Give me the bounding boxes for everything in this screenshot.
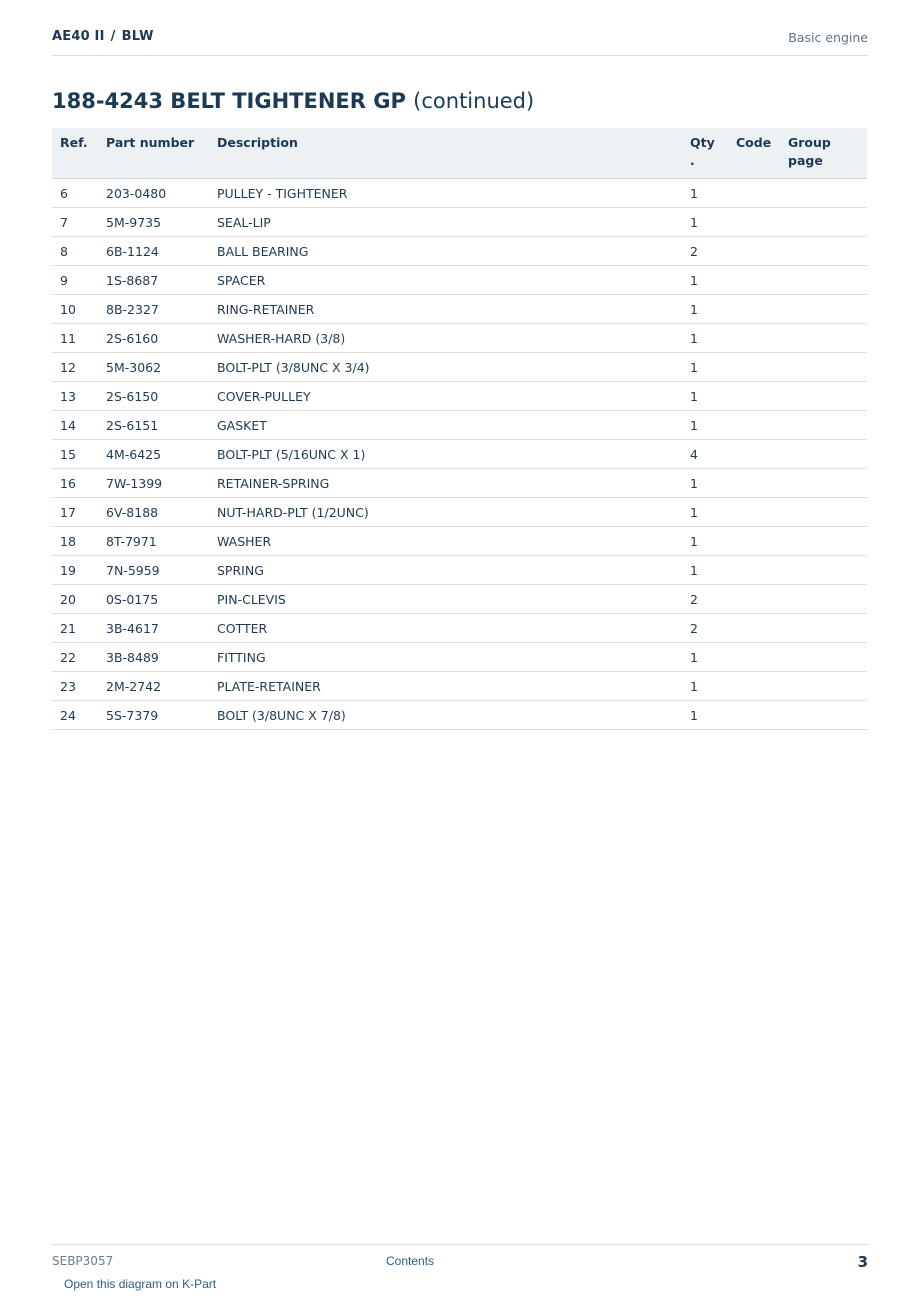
cell-code <box>728 208 780 237</box>
cell-code <box>728 179 780 208</box>
cell-group-page <box>780 179 867 208</box>
cell-part-number: 7W-1399 <box>98 469 209 498</box>
cell-part-number: 2S-6151 <box>98 411 209 440</box>
cell-qty: 1 <box>682 643 728 672</box>
cell-ref: 19 <box>52 556 98 585</box>
cell-part-number: 2S-6160 <box>98 324 209 353</box>
cell-ref: 13 <box>52 382 98 411</box>
cell-part-number: 203-0480 <box>98 179 209 208</box>
cell-part-number: 3B-4617 <box>98 614 209 643</box>
cell-description: GASKET <box>209 411 682 440</box>
cell-description: WASHER <box>209 527 682 556</box>
cell-ref: 6 <box>52 179 98 208</box>
page-footer <box>52 1244 868 1301</box>
cell-code <box>728 672 780 701</box>
cell-qty: 1 <box>682 672 728 701</box>
cell-description: COTTER <box>209 614 682 643</box>
cell-part-number: 3B-8489 <box>98 643 209 672</box>
table-row <box>52 324 867 353</box>
cell-part-number: 0S-0175 <box>98 585 209 614</box>
cell-qty: 1 <box>682 382 728 411</box>
page-number: 3 <box>857 1253 868 1271</box>
document-number: SEBP3057 <box>52 1254 114 1268</box>
serial-prefix: BLW <box>121 29 154 44</box>
cell-part-number: 2M-2742 <box>98 672 209 701</box>
parts-table-header <box>52 128 867 179</box>
cell-group-page <box>780 295 867 324</box>
cell-group-page <box>780 585 867 614</box>
cell-qty: 1 <box>682 295 728 324</box>
open-diagram-link[interactable]: Open this diagram on K-Part <box>64 1277 217 1291</box>
page-header <box>52 27 868 56</box>
cell-description: RING-RETAINER <box>209 295 682 324</box>
table-row <box>52 382 867 411</box>
cell-code <box>728 324 780 353</box>
cell-description: BOLT-PLT (5/16UNC X 1) <box>209 440 682 469</box>
cell-description: SPRING <box>209 556 682 585</box>
table-row <box>52 440 867 469</box>
cell-qty: 1 <box>682 701 728 730</box>
table-row <box>52 411 867 440</box>
cell-part-number: 2S-6150 <box>98 382 209 411</box>
cell-group-page <box>780 208 867 237</box>
cell-part-number: 6V-8188 <box>98 498 209 527</box>
cell-code <box>728 411 780 440</box>
cell-ref: 23 <box>52 672 98 701</box>
column-header-part-number: Part number <box>98 128 209 179</box>
cell-code <box>728 614 780 643</box>
cell-part-number: 6B-1124 <box>98 237 209 266</box>
cell-group-page <box>780 411 867 440</box>
cell-part-number: 1S-8687 <box>98 266 209 295</box>
table-row <box>52 237 867 266</box>
cell-group-page <box>780 527 867 556</box>
cell-description: BOLT (3/8UNC X 7/8) <box>209 701 682 730</box>
table-row <box>52 672 867 701</box>
model-breadcrumb <box>52 29 154 44</box>
parts-table-body <box>52 179 867 730</box>
cell-ref: 10 <box>52 295 98 324</box>
cell-code <box>728 527 780 556</box>
cell-group-page <box>780 237 867 266</box>
section-name: Basic engine <box>788 30 868 45</box>
cell-description: PULLEY - TIGHTENER <box>209 179 682 208</box>
table-row <box>52 556 867 585</box>
cell-qty: 4 <box>682 440 728 469</box>
cell-description: BALL BEARING <box>209 237 682 266</box>
cell-code <box>728 469 780 498</box>
cell-ref: 22 <box>52 643 98 672</box>
cell-part-number: 8B-2327 <box>98 295 209 324</box>
cell-code <box>728 295 780 324</box>
cell-qty: 1 <box>682 469 728 498</box>
table-row <box>52 208 867 237</box>
cell-qty: 2 <box>682 585 728 614</box>
cell-qty: 1 <box>682 498 728 527</box>
cell-qty: 1 <box>682 208 728 237</box>
cell-ref: 20 <box>52 585 98 614</box>
cell-code <box>728 266 780 295</box>
cell-ref: 17 <box>52 498 98 527</box>
cell-description: NUT-HARD-PLT (1/2UNC) <box>209 498 682 527</box>
cell-description: BOLT-PLT (3/8UNC X 3/4) <box>209 353 682 382</box>
cell-code <box>728 556 780 585</box>
cell-part-number: 5S-7379 <box>98 701 209 730</box>
cell-ref: 14 <box>52 411 98 440</box>
cell-part-number: 8T-7971 <box>98 527 209 556</box>
table-row <box>52 498 867 527</box>
column-header-description: Description <box>209 128 682 179</box>
table-row <box>52 266 867 295</box>
cell-ref: 15 <box>52 440 98 469</box>
page-title <box>52 89 534 113</box>
cell-part-number: 7N-5959 <box>98 556 209 585</box>
cell-ref: 24 <box>52 701 98 730</box>
cell-part-number: 5M-9735 <box>98 208 209 237</box>
cell-description: RETAINER-SPRING <box>209 469 682 498</box>
table-row <box>52 585 867 614</box>
cell-part-number: 4M-6425 <box>98 440 209 469</box>
model-name: AE40 II <box>52 29 105 44</box>
cell-code <box>728 382 780 411</box>
cell-ref: 21 <box>52 614 98 643</box>
cell-qty: 2 <box>682 237 728 266</box>
column-header-qty: Qty . <box>682 128 728 179</box>
cell-description: FITTING <box>209 643 682 672</box>
cell-code <box>728 440 780 469</box>
cell-group-page <box>780 643 867 672</box>
cell-qty: 1 <box>682 353 728 382</box>
cell-qty: 1 <box>682 179 728 208</box>
table-row <box>52 643 867 672</box>
cell-description: SPACER <box>209 266 682 295</box>
cell-ref: 18 <box>52 527 98 556</box>
cell-ref: 11 <box>52 324 98 353</box>
cell-ref: 8 <box>52 237 98 266</box>
contents-link[interactable]: Contents <box>386 1254 435 1268</box>
cell-part-number: 5M-3062 <box>98 353 209 382</box>
column-header-group-page: Group page <box>780 128 867 179</box>
cell-qty: 2 <box>682 614 728 643</box>
cell-ref: 9 <box>52 266 98 295</box>
cell-group-page <box>780 382 867 411</box>
cell-description: PIN-CLEVIS <box>209 585 682 614</box>
cell-description: PLATE-RETAINER <box>209 672 682 701</box>
title-suffix: (continued) <box>413 89 535 113</box>
column-header-code: Code <box>728 128 780 179</box>
table-row <box>52 614 867 643</box>
cell-group-page <box>780 324 867 353</box>
cell-ref: 16 <box>52 469 98 498</box>
table-row <box>52 701 867 730</box>
table-row <box>52 295 867 324</box>
cell-qty: 1 <box>682 556 728 585</box>
cell-code <box>728 353 780 382</box>
cell-description: WASHER-HARD (3/8) <box>209 324 682 353</box>
parts-table <box>52 128 867 730</box>
cell-qty: 1 <box>682 527 728 556</box>
cell-group-page <box>780 672 867 701</box>
cell-code <box>728 701 780 730</box>
table-row <box>52 353 867 382</box>
cell-ref: 12 <box>52 353 98 382</box>
cell-group-page <box>780 556 867 585</box>
cell-description: COVER-PULLEY <box>209 382 682 411</box>
breadcrumb-separator: / <box>110 29 116 44</box>
cell-code <box>728 237 780 266</box>
cell-qty: 1 <box>682 266 728 295</box>
cell-group-page <box>780 614 867 643</box>
column-header-ref: Ref. <box>52 128 98 179</box>
cell-description: SEAL-LIP <box>209 208 682 237</box>
cell-ref: 7 <box>52 208 98 237</box>
cell-group-page <box>780 266 867 295</box>
cell-group-page <box>780 469 867 498</box>
cell-code <box>728 643 780 672</box>
cell-group-page <box>780 498 867 527</box>
cell-group-page <box>780 701 867 730</box>
cell-qty: 1 <box>682 411 728 440</box>
cell-qty: 1 <box>682 324 728 353</box>
cell-code <box>728 585 780 614</box>
cell-group-page <box>780 440 867 469</box>
table-row <box>52 179 867 208</box>
table-row <box>52 527 867 556</box>
group-title: 188-4243 BELT TIGHTENER GP <box>52 89 406 113</box>
header-row <box>52 128 867 179</box>
cell-code <box>728 498 780 527</box>
table-row <box>52 469 867 498</box>
cell-group-page <box>780 353 867 382</box>
